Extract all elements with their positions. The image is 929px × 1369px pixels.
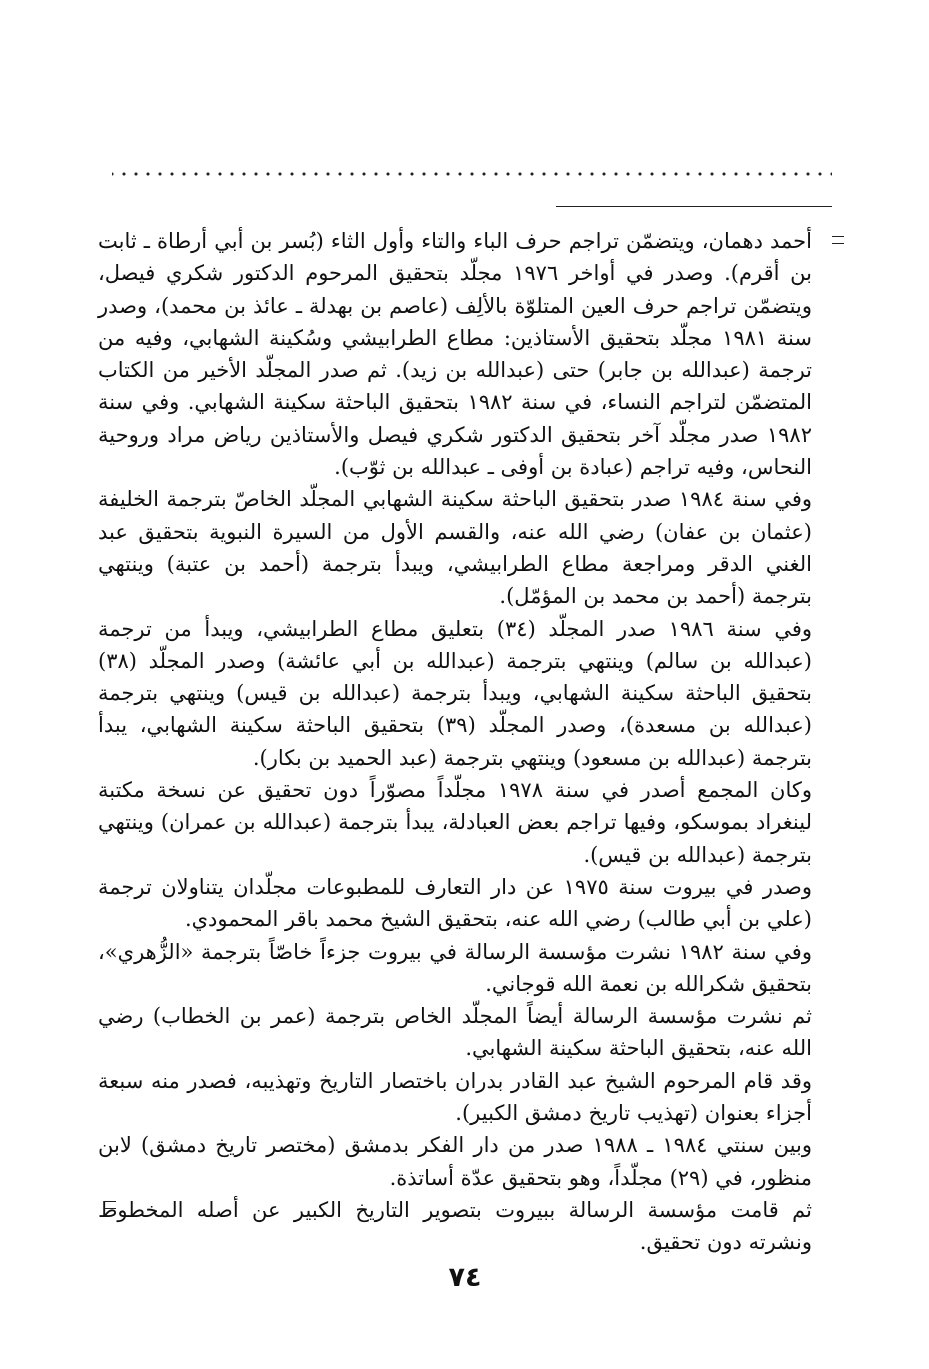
paragraph-6: وفي سنة ١٩٨٢ نشرت مؤسسة الرسالة في بيروت جزءاً خاصّاً بترجمة «الزُّهري»، بتحقيق شكرالله بن نعمة الله قوجاني. bbox=[98, 939, 812, 996]
footnote-separator-rule bbox=[556, 206, 832, 207]
paragraph-4: وكان المجمع أصدر في سنة ١٩٧٨ مجلّداً مصوّراً دون تحقيق عن نسخة مكتبة لينغراد بموسكو، وفيها تراجم بعض العبادلة، يبدأ بترجمة (عبدالله بن عمران) وينتهي بترجمة (عبدالله بن قيس). bbox=[98, 778, 812, 867]
continuation-mark-bottom bbox=[104, 1201, 116, 1209]
continuation-mark-top bbox=[832, 236, 844, 244]
paragraph-3: وفي سنة ١٩٨٦ صدر المجلّد (٣٤) بتعليق مطاع الطرابيشي، ويبدأ من ترجمة (عبدالله بن سالم) وينتهي بترجمة (عبدالله بن أبي عائشة) وصدر المجلّد (٣٨) بتحقيق الباحثة سكينة الشهابي، ويبدأ بترجمة (عبدالله بن قيس) وينتهي بترجمة (عبدالله بن مسعدة)، وصدر المجلّد (٣٩) بتحقيق الباحثة سكينة الشهابي، يبدأ بترجمة (عبدالله بن مسعود) وينتهي بترجمة (عبد الحميد بن بكار). bbox=[98, 616, 812, 770]
dotted-header-rule bbox=[112, 168, 832, 180]
paragraph-5: وصدر في بيروت سنة ١٩٧٥ عن دار التعارف للمطبوعات مجلّدان يتناولان ترجمة (علي بن أبي طالب) رضي الله عنه، بتحقيق الشيخ محمد باقر المحمودي. bbox=[98, 874, 812, 932]
paragraph-9: وبين سنتي ١٩٨٤ ـ ١٩٨٨ صدر من دار الفكر بدمشق (مختصر تاريخ دمشق) لابن منظور، في (٢٩) مجلّداً، وهو بتحقيق عدّة أساتذة. bbox=[98, 1133, 812, 1190]
paragraph-1: أحمد دهمان، ويتضمّن تراجم حرف الباء والتاء وأول الثاء (بُسر بن أبي أرطاة ـ ثابت بن أقرم). وصدر في أواخر ١٩٧٦ مجلّد بتحقيق المرحوم الدكتور شكري فيصل، ويتضمّن تراجم حرف العين المتلوّة بالألِف (عاصم بن بهدلة ـ عائذ بن محمد)، وصدر سنة ١٩٨١ مجلّد بتحقيق الأستاذين: مطاع الطرابيشي وسُكينة الشهابي، وفيه من ترجمة (عبدالله بن جابر) حتى (عبدالله بن زيد). ثم صدر المجلّد الأخير من الكتاب المتضمّن لتراجم النساء، في سنة ١٩٨٢ بتحقيق الباحثة سكينة الشهابي. وفي سنة ١٩٨٢ صدر مجلّد آخر بتحقيق الدكتور شكري فيصل والأستاذين رياض مراد وروحية النحاس، وفيه تراجم (عبادة بن أوفى ـ عبدالله بن ثوّب). bbox=[98, 229, 812, 480]
paragraph-2: وفي سنة ١٩٨٤ صدر بتحقيق الباحثة سكينة الشهابي المجلّد الخاصّ بترجمة الخليفة (عثمان بن عفان) رضي الله عنه، والقسم الأول من السيرة النبوية بتحقيق عبد الغني الدقر ومراجعة مطاع الطرابيشي، ويبدأ بترجمة (أحمد بن عتبة) وينتهي بترجمة (أحمد بن محمد بن المؤمّل). bbox=[98, 487, 813, 609]
page-body-text bbox=[98, 225, 812, 1259]
paragraph-7: ثم نشرت مؤسسة الرسالة أيضاً المجلّد الخاص بترجمة (عمر بن الخطاب) رضي الله عنه، بتحقيق الباحثة سكينة الشهابي. bbox=[98, 1004, 812, 1061]
page-number: ٧٤ bbox=[448, 1262, 482, 1293]
paragraph-10: ثم قامت مؤسسة الرسالة ببيروت بتصوير التاريخ الكبير عن أصله المخطوط ونشرته دون تحقيق. bbox=[98, 1197, 812, 1255]
paragraph-8: وقد قام المرحوم الشيخ عبد القادر بدران باختصار التاريخ وتهذيبه، فصدر منه سبعة أجزاء بعنوان (تهذيب تاريخ دمشق الكبير). bbox=[98, 1068, 812, 1126]
